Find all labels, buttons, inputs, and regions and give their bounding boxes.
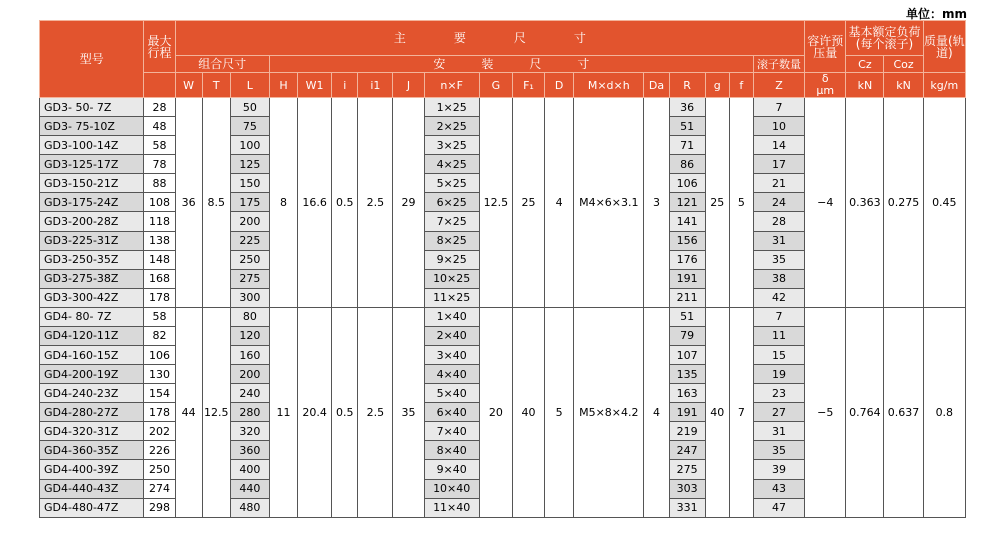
cell-i: 0.5 — [332, 307, 358, 517]
unit-um: μm — [816, 84, 835, 97]
col-f: f — [729, 73, 753, 98]
cell-i: 0.5 — [332, 98, 358, 308]
cell-stroke: 118 — [144, 212, 175, 231]
header-stroke-unit — [144, 73, 175, 98]
cell-i1: 2.5 — [358, 98, 393, 308]
cell-model: GD4-320-31Z — [40, 422, 144, 441]
cell-stroke: 168 — [144, 269, 175, 288]
col-J: J — [393, 73, 424, 98]
cell-Coz: 0.637 — [884, 307, 923, 517]
unit-kn-cz: kN — [846, 73, 884, 98]
col-i1: i1 — [358, 73, 393, 98]
cell-model: GD4-400-39Z — [40, 460, 144, 479]
cell-T: 12.5 — [202, 307, 230, 517]
cell-L: 440 — [230, 479, 269, 498]
cell-stroke: 82 — [144, 326, 175, 345]
table-header — [40, 21, 966, 98]
cell-R: 51 — [669, 117, 705, 136]
cell-nF: 9×40 — [424, 460, 479, 479]
cell-L: 400 — [230, 460, 269, 479]
cell-stroke: 108 — [144, 193, 175, 212]
cell-L: 50 — [230, 98, 269, 117]
cell-Z: 24 — [753, 193, 804, 212]
cell-H: 11 — [269, 307, 297, 517]
cell-Z: 31 — [753, 231, 804, 250]
cell-model: GD4-360-35Z — [40, 441, 144, 460]
cell-Z: 15 — [753, 346, 804, 365]
col-Z: Z — [753, 73, 804, 98]
cell-model: GD3-275-38Z — [40, 269, 144, 288]
cell-nF: 4×25 — [424, 155, 479, 174]
table-row — [40, 98, 966, 117]
cell-R: 191 — [669, 403, 705, 422]
cell-nF: 11×40 — [424, 498, 479, 517]
table-row — [40, 307, 966, 326]
cell-L: 480 — [230, 498, 269, 517]
cell-stroke: 178 — [144, 288, 175, 307]
cell-stroke: 298 — [144, 498, 175, 517]
unit-label: 单位：mm — [905, 7, 967, 21]
cell-model: GD3-150-21Z — [40, 174, 144, 193]
cell-R: 275 — [669, 460, 705, 479]
cell-nF: 1×25 — [424, 98, 479, 117]
cell-stroke: 274 — [144, 479, 175, 498]
cell-Z: 47 — [753, 498, 804, 517]
cell-Z: 7 — [753, 307, 804, 326]
cell-Z: 42 — [753, 288, 804, 307]
cell-J: 29 — [393, 98, 424, 308]
cell-stroke: 148 — [144, 250, 175, 269]
cell-Z: 7 — [753, 98, 804, 117]
header-main-dims: 主 要 尺 寸 — [175, 21, 805, 56]
cell-R: 71 — [669, 136, 705, 155]
cell-L: 160 — [230, 346, 269, 365]
cell-nF: 1×40 — [424, 307, 479, 326]
cell-R: 106 — [669, 174, 705, 193]
cell-stroke: 202 — [144, 422, 175, 441]
cell-model: GD4-280-27Z — [40, 403, 144, 422]
cell-stroke: 106 — [144, 346, 175, 365]
col-R: R — [669, 73, 705, 98]
cell-D: 4 — [545, 98, 574, 308]
col-W: W — [175, 73, 202, 98]
cell-nF: 5×40 — [424, 384, 479, 403]
cell-L: 200 — [230, 365, 269, 384]
cell-Z: 23 — [753, 384, 804, 403]
cell-L: 240 — [230, 384, 269, 403]
cell-R: 141 — [669, 212, 705, 231]
cell-L: 320 — [230, 422, 269, 441]
cell-Z: 19 — [753, 365, 804, 384]
cell-L: 120 — [230, 326, 269, 345]
col-D: D — [545, 73, 574, 98]
cell-stroke: 130 — [144, 365, 175, 384]
cell-nF: 2×25 — [424, 117, 479, 136]
header-max-stroke: 最大行程 — [144, 21, 175, 73]
cell-Coz: 0.275 — [884, 98, 923, 308]
cell-nF: 6×25 — [424, 193, 479, 212]
col-H: H — [269, 73, 297, 98]
cell-Da: 4 — [644, 307, 669, 517]
cell-stroke: 250 — [144, 460, 175, 479]
cell-model: GD4-240-23Z — [40, 384, 144, 403]
cell-Z: 17 — [753, 155, 804, 174]
cell-nF: 10×25 — [424, 269, 479, 288]
col-i: i — [332, 73, 358, 98]
cell-L: 175 — [230, 193, 269, 212]
cell-L: 300 — [230, 288, 269, 307]
cell-R: 86 — [669, 155, 705, 174]
cell-Z: 35 — [753, 250, 804, 269]
cell-nF: 3×25 — [424, 136, 479, 155]
cell-Z: 35 — [753, 441, 804, 460]
cell-H: 8 — [269, 98, 297, 308]
cell-model: GD3- 50- 7Z — [40, 98, 144, 117]
cell-Z: 11 — [753, 326, 804, 345]
header-model: 型号 — [40, 21, 144, 98]
header-install-dims: 安 装 尺 寸 — [269, 56, 753, 73]
cell-model: GD4-120-11Z — [40, 326, 144, 345]
cell-model: GD4-440-43Z — [40, 479, 144, 498]
cell-L: 100 — [230, 136, 269, 155]
cell-R: 79 — [669, 326, 705, 345]
cell-L: 360 — [230, 441, 269, 460]
cell-model: GD3-225-31Z — [40, 231, 144, 250]
cell-L: 225 — [230, 231, 269, 250]
col-G: G — [479, 73, 512, 98]
cell-R: 121 — [669, 193, 705, 212]
delta-symbol: δ — [821, 72, 829, 85]
cell-nF: 2×40 — [424, 326, 479, 345]
cell-nF: 8×25 — [424, 231, 479, 250]
col-W1: W1 — [298, 73, 332, 98]
cell-Z: 43 — [753, 479, 804, 498]
cell-model: GD3- 75-10Z — [40, 117, 144, 136]
cell-stroke: 28 — [144, 98, 175, 117]
cell-W: 36 — [175, 98, 202, 308]
cell-mass: 0.8 — [923, 307, 965, 517]
cell-nF: 11×25 — [424, 288, 479, 307]
unit-mass: kg/m — [923, 73, 965, 98]
cell-Cz: 0.764 — [846, 307, 884, 517]
cell-nF: 6×40 — [424, 403, 479, 422]
cell-L: 75 — [230, 117, 269, 136]
cell-R: 191 — [669, 269, 705, 288]
cell-g: 40 — [705, 307, 729, 517]
cell-Cz: 0.363 — [846, 98, 884, 308]
header-allow-preload: 容许预压量 — [805, 21, 846, 73]
cell-Z: 27 — [753, 403, 804, 422]
cell-g: 25 — [705, 98, 729, 308]
col-nF: n×F — [424, 73, 479, 98]
header-mass: 质量(轨道) — [923, 21, 965, 73]
cell-L: 80 — [230, 307, 269, 326]
header-cz: Cz — [846, 56, 884, 73]
cell-nF: 5×25 — [424, 174, 479, 193]
cell-R: 219 — [669, 422, 705, 441]
cell-MdH: M5×8×4.2 — [574, 307, 644, 517]
cell-R: 156 — [669, 231, 705, 250]
cell-model: GD3-250-35Z — [40, 250, 144, 269]
cell-stroke: 58 — [144, 307, 175, 326]
cell-F1: 40 — [512, 307, 544, 517]
cell-J: 35 — [393, 307, 424, 517]
cell-Z: 38 — [753, 269, 804, 288]
header-roller-count: 滚子数量 — [753, 56, 804, 73]
cell-nF: 8×40 — [424, 441, 479, 460]
cell-Da: 3 — [644, 98, 669, 308]
cell-Z: 39 — [753, 460, 804, 479]
cell-f: 7 — [729, 307, 753, 517]
col-Da: Da — [644, 73, 669, 98]
cell-stroke: 58 — [144, 136, 175, 155]
cell-nF: 10×40 — [424, 479, 479, 498]
cell-model: GD4-480-47Z — [40, 498, 144, 517]
cell-delta: −5 — [805, 307, 846, 517]
cell-model: GD3-100-14Z — [40, 136, 144, 155]
cell-Z: 28 — [753, 212, 804, 231]
cell-Z: 10 — [753, 117, 804, 136]
unit-kn-coz: kN — [884, 73, 923, 98]
cell-G: 12.5 — [479, 98, 512, 308]
cell-nF: 7×25 — [424, 212, 479, 231]
cell-model: GD4- 80- 7Z — [40, 307, 144, 326]
cell-nF: 4×40 — [424, 365, 479, 384]
table-body — [40, 98, 966, 518]
cell-MdH: M4×6×3.1 — [574, 98, 644, 308]
cell-stroke: 138 — [144, 231, 175, 250]
cell-L: 275 — [230, 269, 269, 288]
cell-R: 36 — [669, 98, 705, 117]
cell-R: 211 — [669, 288, 705, 307]
cell-mass: 0.45 — [923, 98, 965, 308]
cell-Z: 31 — [753, 422, 804, 441]
col-L: L — [230, 73, 269, 98]
col-g: g — [705, 73, 729, 98]
cell-R: 107 — [669, 346, 705, 365]
cell-R: 331 — [669, 498, 705, 517]
cell-D: 5 — [545, 307, 574, 517]
cell-stroke: 226 — [144, 441, 175, 460]
cell-model: GD3-125-17Z — [40, 155, 144, 174]
cell-R: 303 — [669, 479, 705, 498]
cell-nF: 9×25 — [424, 250, 479, 269]
cell-T: 8.5 — [202, 98, 230, 308]
cell-L: 250 — [230, 250, 269, 269]
cell-R: 51 — [669, 307, 705, 326]
cell-R: 176 — [669, 250, 705, 269]
cell-stroke: 78 — [144, 155, 175, 174]
cell-F1: 25 — [512, 98, 544, 308]
cell-model: GD3-300-42Z — [40, 288, 144, 307]
header-coz: Coz — [884, 56, 923, 73]
cell-model: GD3-200-28Z — [40, 212, 144, 231]
cell-model: GD4-160-15Z — [40, 346, 144, 365]
col-T: T — [202, 73, 230, 98]
cell-L: 200 — [230, 212, 269, 231]
cell-f: 5 — [729, 98, 753, 308]
cell-model: GD3-175-24Z — [40, 193, 144, 212]
cell-nF: 7×40 — [424, 422, 479, 441]
cell-Z: 14 — [753, 136, 804, 155]
col-MdH: M×d×h — [574, 73, 644, 98]
header-assembly-dims: 组合尺寸 — [175, 56, 269, 73]
cell-L: 125 — [230, 155, 269, 174]
cell-L: 150 — [230, 174, 269, 193]
cell-model: GD4-200-19Z — [40, 365, 144, 384]
cell-Z: 21 — [753, 174, 804, 193]
cell-W1: 20.4 — [298, 307, 332, 517]
col-delta — [805, 73, 846, 98]
cell-stroke: 48 — [144, 117, 175, 136]
cell-i1: 2.5 — [358, 307, 393, 517]
cell-delta: −4 — [805, 98, 846, 308]
cell-stroke: 178 — [144, 403, 175, 422]
cell-R: 163 — [669, 384, 705, 403]
header-basic-load: 基本额定负荷(每个滚子) — [846, 21, 923, 56]
cell-G: 20 — [479, 307, 512, 517]
spec-table — [39, 20, 966, 518]
cell-stroke: 88 — [144, 174, 175, 193]
cell-nF: 3×40 — [424, 346, 479, 365]
cell-R: 135 — [669, 365, 705, 384]
cell-stroke: 154 — [144, 384, 175, 403]
cell-L: 280 — [230, 403, 269, 422]
cell-W: 44 — [175, 307, 202, 517]
col-F1: F₁ — [512, 73, 544, 98]
cell-W1: 16.6 — [298, 98, 332, 308]
cell-R: 247 — [669, 441, 705, 460]
